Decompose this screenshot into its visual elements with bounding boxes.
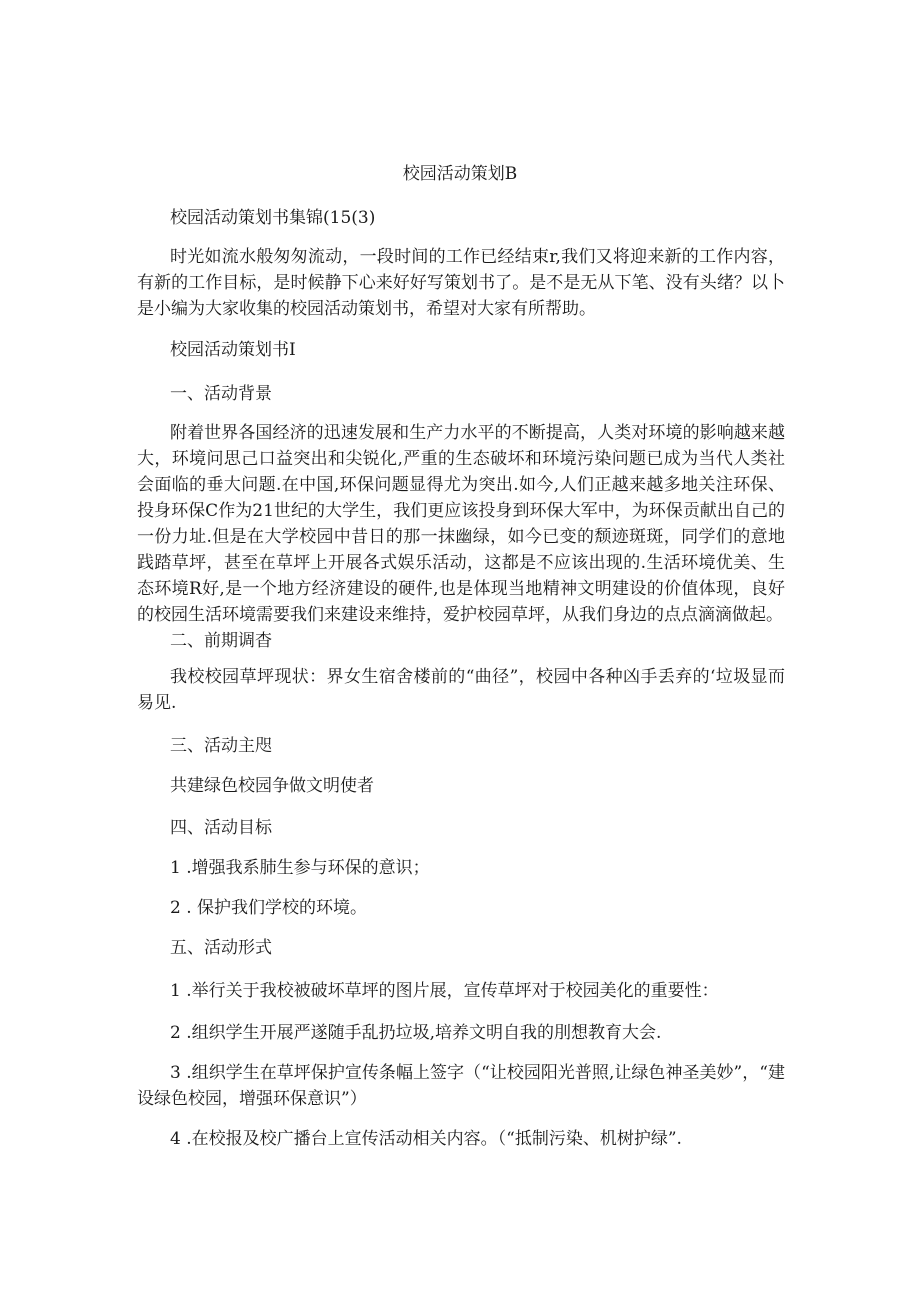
- background-heading: 一、活动背景: [170, 384, 272, 404]
- background-paragraph: 附着世界各国经济的迅速发展和生产力水平的不断提高，人类对环境的影响越来越大，环境问思己口益突出和尖锐化,严重的生态破坏和环境污染问题已成为当代人类社会面临的垂大问题.在中国,环保问题显得尤为突出.如今,人们正越来越多地关注环保、投身环保C作为21世纪的大学生，我们更应该投身到环保大军中，为环保贡献出自己的一份力址.但是在大学校园中昔日的那一抹幽绿，如今已变的颓迹斑斑，同学们的意地践踏草坪，甚至在草坪上开展各式娱乐活动，这都是不应该出现的.生活环境优美、生态环境R好,是一个地方经济建设的硬件,也是体现当地精神文明建设的价值体现，良好的校园生活环境需要我们来建设来维持，爱护校园草坪，从我们身边的点点滴滴做起。: [137, 423, 785, 625]
- theme-heading: 三、活动主咫: [170, 736, 272, 756]
- form-item: 2 .组织学生开展严遂随手乱扔垃圾,培养文明自我的刖想教育大会.: [170, 1023, 662, 1043]
- document-subtitle: 校园活动策划书集锦(15(3): [170, 208, 376, 228]
- survey-paragraph: 我校校园草坪现状：界女生宿舍楼前的“曲径”，校园中各种凶手丢弃的‘垃圾显而易见.: [137, 667, 785, 713]
- form-item: 1 .举行关于我校被破坏草坪的图片展，宣传草坪对于校园美化的重要性：: [170, 981, 719, 1001]
- plan-heading: 校园活动策划书I: [170, 340, 296, 360]
- form-item: 4 .在校报及校广播台上宣传活动相关内容。（“抵制污染、机树护绿”.: [170, 1129, 682, 1149]
- forms-heading: 五、活动形式: [170, 938, 272, 958]
- form-item: 3 .组织学生在草坪保护宣传条幅上签字（“让校园阳光普照,让绿色神圣美妙”，“建设绿色校园，增强环保意识”）: [137, 1063, 785, 1109]
- document-title: 校园活动策划B: [402, 164, 518, 184]
- goal-item: 1 .增强我系肺生参与环保的意识；: [170, 858, 430, 878]
- intro-paragraph: 时光如流水般匆匆流动，一段时间的工作已经结束r,我们又将迎来新的工作内容，有新的工作目标，是时候静下心来好好写策划书了。是不是无从下笔、没有头绪？以卜是小编为大家收集的校园活动策划书，希望对大家有所帮助。: [137, 247, 785, 319]
- goal-item: 2 . 保护我们学校的环境。: [170, 898, 368, 918]
- survey-heading: 二、前期调杳: [170, 631, 272, 651]
- goals-heading: 四、活动目标: [170, 818, 272, 838]
- theme-text: 共建绿色校园争做文明使者: [170, 776, 374, 796]
